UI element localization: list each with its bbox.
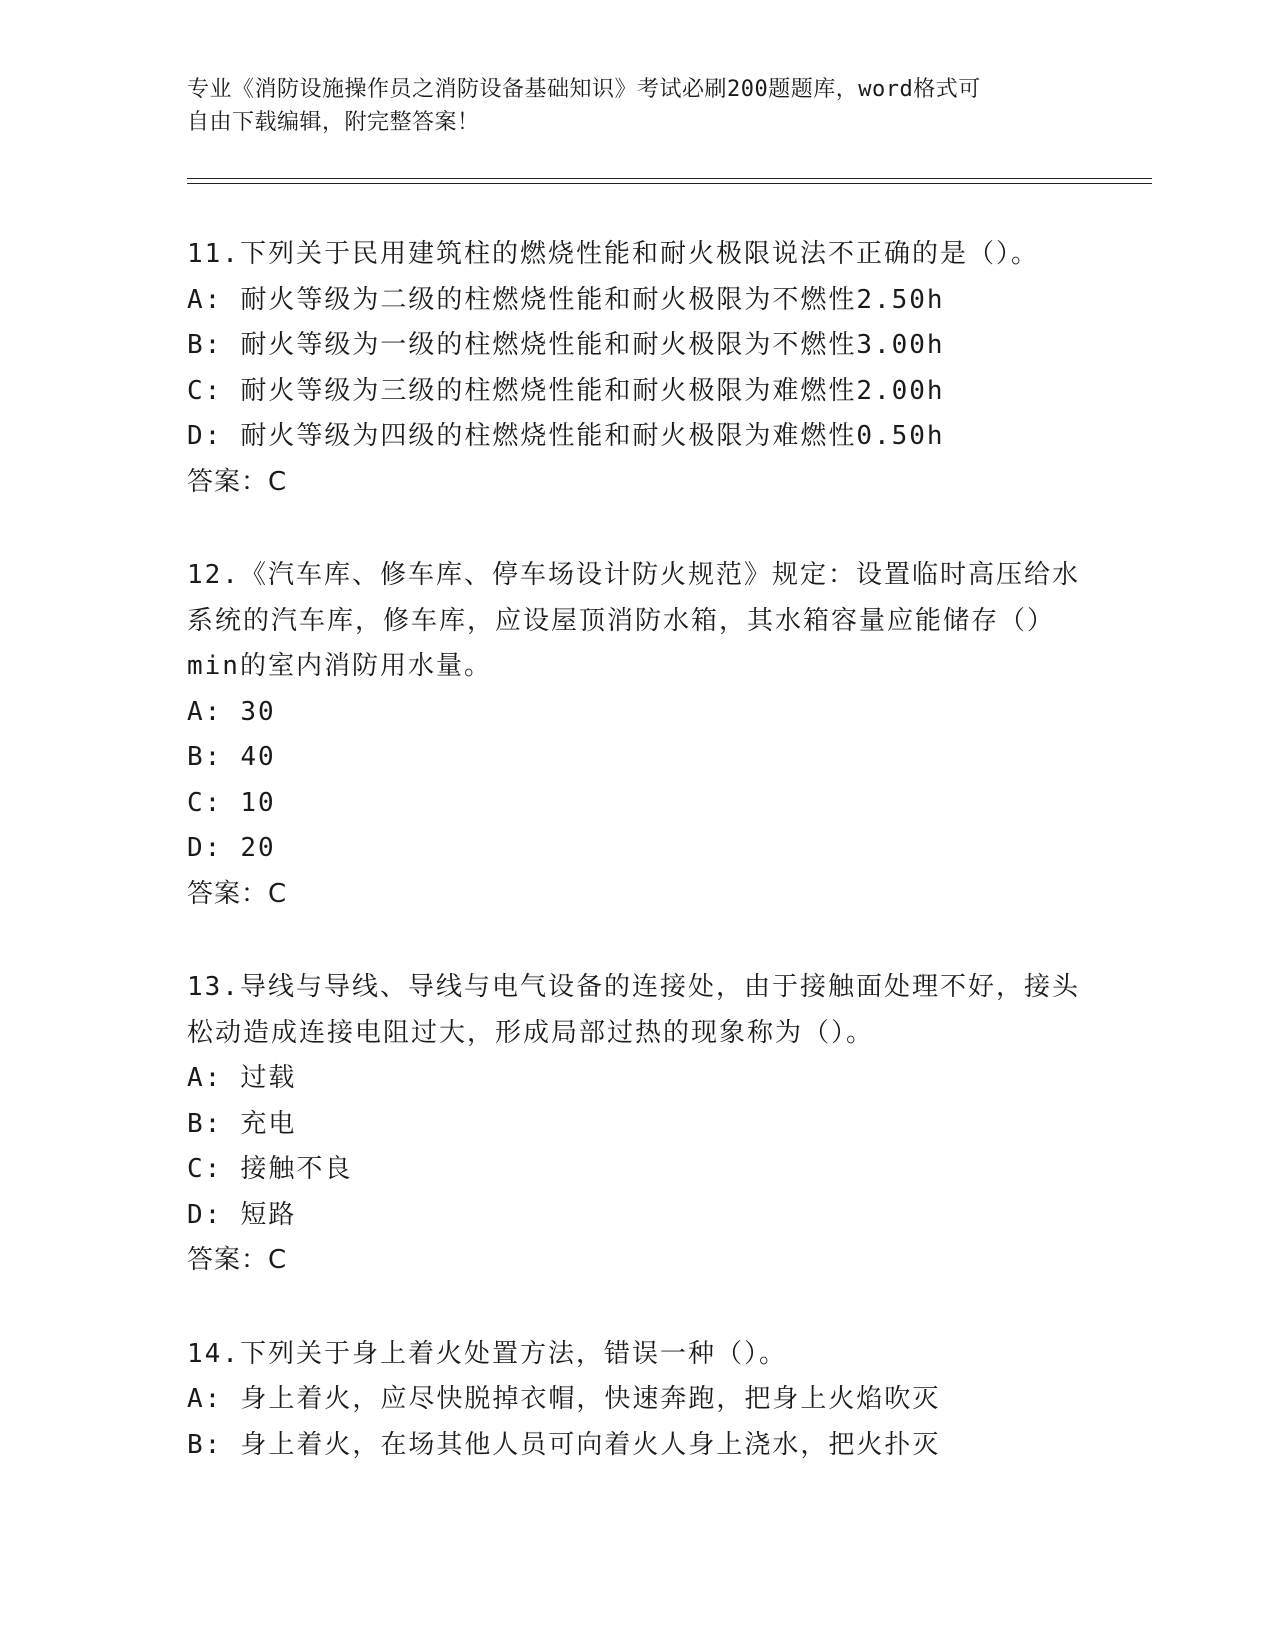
question-12 (187, 553, 1087, 917)
document-header (187, 73, 1067, 139)
option-letter: C (187, 787, 205, 818)
option-text: 30 (240, 696, 276, 727)
option-letter: B (187, 1429, 205, 1460)
option-letter: C (187, 1154, 205, 1184)
question-13 (187, 965, 1087, 1284)
option-text: 40 (240, 742, 276, 772)
option-text: 20 (240, 833, 276, 863)
header-divider-bottom (187, 183, 1152, 184)
option-b: B: 40 (187, 735, 1087, 781)
header-line-1: 专业《消防设施操作员之消防设备基础知识》考试必刷200题题库，word格式可 (187, 77, 981, 102)
option-a: A: 30 (187, 690, 1087, 736)
option-b: B: 身上着火，在场其他人员可向着火人身上浇水，把火扑灭 (187, 1423, 1087, 1469)
option-letter: D (187, 421, 205, 451)
option-c: C: 10 (187, 781, 1087, 827)
option-b: B: 耐火等级为一级的柱燃烧性能和耐火极限为不燃性3.00h (187, 323, 1087, 369)
option-c: C: 耐火等级为三级的柱燃烧性能和耐火极限为难燃性2.00h (187, 369, 1087, 415)
option-text: 充电 (240, 1108, 297, 1139)
option-text: 身上着火，应尽快脱掉衣帽，快速奔跑，把身上火焰吹灭 (240, 1384, 941, 1414)
option-text: 接触不良 (240, 1154, 353, 1184)
question-stem: 13.导线与导线、导线与电气设备的连接处，由于接触面处理不好，接头松动造成连接电阻过大，形成局部过热的现象称为（）。 (187, 972, 1080, 1048)
option-letter: A (187, 696, 205, 727)
option-c: C: 接触不良 (187, 1147, 1087, 1193)
option-text: 耐火等级为四级的柱燃烧性能和耐火极限为难燃性0.50h (240, 421, 945, 451)
option-b: B: 充电 (187, 1102, 1087, 1148)
option-text: 身上着火，在场其他人员可向着火人身上浇水，把火扑灭 (240, 1429, 941, 1460)
option-d: D: 短路 (187, 1193, 1087, 1239)
option-letter: B (187, 742, 205, 772)
answer-label: 答案：C (187, 878, 288, 909)
question-14 (187, 1332, 1087, 1469)
option-a: A: 身上着火，应尽快脱掉衣帽，快速奔跑，把身上火焰吹灭 (187, 1377, 1087, 1423)
option-letter: B (187, 1108, 205, 1139)
option-text: 过载 (240, 1063, 297, 1093)
answer-label: 答案：C (187, 1245, 288, 1275)
option-text: 短路 (240, 1199, 297, 1230)
header-line-2: 自由下载编辑，附完整答案！ (187, 110, 480, 135)
option-d: D: 20 (187, 826, 1087, 872)
option-letter: A (187, 1063, 205, 1093)
question-stem: 14.下列关于身上着火处置方法，错误一种（）。 (187, 1338, 787, 1369)
option-letter: A (187, 1384, 205, 1414)
question-stem: 11.下列关于民用建筑柱的燃烧性能和耐火极限说法不正确的是（）。 (187, 239, 1039, 269)
option-letter: A (187, 284, 205, 315)
option-letter: D (187, 833, 205, 863)
option-a: A: 耐火等级为二级的柱燃烧性能和耐火极限为不燃性2.50h (187, 278, 1087, 324)
question-stem: 12.《汽车库、修车库、停车场设计防火规范》规定：设置临时高压给水系统的汽车库，修车库，应设屋顶消防水箱，其水箱容量应能储存（）min的室内消防用水量。 (187, 560, 1080, 681)
option-d: D: 耐火等级为四级的柱燃烧性能和耐火极限为难燃性0.50h (187, 414, 1087, 460)
option-letter: D (187, 1199, 205, 1230)
question-11 (187, 232, 1087, 505)
option-text: 耐火等级为一级的柱燃烧性能和耐火极限为不燃性3.00h (240, 330, 945, 360)
question-list (187, 232, 1087, 1516)
option-letter: C (187, 375, 205, 406)
option-text: 耐火等级为二级的柱燃烧性能和耐火极限为不燃性2.50h (240, 284, 945, 315)
option-a: A: 过载 (187, 1056, 1087, 1102)
header-divider-top (187, 178, 1152, 179)
option-text: 10 (240, 787, 276, 818)
option-text: 耐火等级为三级的柱燃烧性能和耐火极限为难燃性2.00h (240, 375, 945, 406)
answer-label: 答案：C (187, 466, 288, 497)
option-letter: B (187, 330, 205, 360)
